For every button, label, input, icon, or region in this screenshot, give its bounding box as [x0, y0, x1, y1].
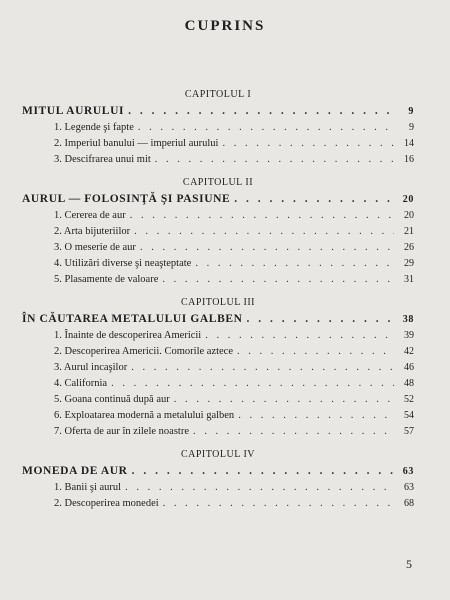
toc-entry-page: 16: [404, 154, 414, 165]
toc-entry: [22, 328, 414, 344]
toc-entry-page: 46: [404, 362, 414, 373]
toc-entry-text: 2. Imperiul banului — imperiul aurului: [54, 138, 219, 149]
toc-entry: [22, 344, 414, 360]
toc-entry: [22, 392, 414, 408]
dot-leader: [140, 240, 394, 256]
chapter-heading-page: 9: [408, 106, 414, 117]
toc-entry-page: 48: [404, 378, 414, 389]
toc-entry-text: 2. Descoperirea Americii. Comorile aztece: [54, 346, 234, 357]
page-number: 5: [406, 557, 412, 571]
toc-entry-page: 31: [404, 274, 414, 285]
toc-entry: [22, 496, 414, 512]
toc-entry-text: 1. Legende şi fapte: [54, 122, 134, 133]
toc-entry-text: 4. California: [54, 378, 108, 389]
toc-entry-text: 5. Plasamente de valoare: [54, 274, 159, 285]
toc-entry-page: 20: [404, 210, 414, 221]
chapter-heading-page: 20: [402, 194, 414, 205]
chapter-heading: [22, 190, 414, 208]
toc-entry-text: 3. Descifrarea unui mit: [54, 154, 151, 165]
toc-entry-text: 1. Banii şi aurul: [54, 482, 122, 493]
dot-leader: [128, 102, 394, 120]
chapter-label: CAPITOLUL III: [181, 297, 255, 308]
toc-entry-text: 2. Arta bijuteriilor: [54, 226, 131, 237]
chapter-3: [22, 296, 414, 440]
toc-entry-text: 3. O meserie de aur: [54, 242, 136, 253]
toc-entry: [22, 240, 414, 256]
toc-entry: [22, 136, 414, 152]
dot-leader: [193, 424, 394, 440]
dot-leader: [247, 310, 394, 328]
chapter-heading-text: MITUL AURULUI: [22, 105, 125, 117]
dot-leader: [222, 136, 394, 152]
chapter-label: CAPITOLUL IV: [180, 449, 256, 460]
page-title: CUPRINS: [184, 18, 266, 34]
dot-leader: [234, 190, 394, 208]
toc-entry-page: 52: [404, 394, 414, 405]
chapter-heading-text: MONEDA DE AUR: [22, 465, 128, 477]
toc-entry-text: 3. Aurul incaşilor: [54, 362, 128, 373]
toc-entry: [22, 360, 414, 376]
chapter-heading-page: 38: [402, 314, 414, 325]
dot-leader: [195, 256, 394, 272]
chapter-label: CAPITOLUL II: [182, 177, 254, 188]
toc-entry: [22, 256, 414, 272]
dot-leader: [237, 344, 394, 360]
toc-entry-page: 26: [404, 242, 414, 253]
toc-entry-page: 14: [404, 138, 414, 149]
toc-entry-text: 5. Goana continuă după aur: [54, 394, 170, 405]
toc-entry-page: 57: [404, 426, 414, 437]
chapter-4: [22, 448, 414, 512]
dot-leader: [174, 392, 394, 408]
dot-leader: [162, 272, 394, 288]
toc-entry-page: 42: [404, 346, 414, 357]
chapter-heading-page: 63: [402, 466, 414, 477]
toc-entry: [22, 152, 414, 168]
toc-entry: [22, 208, 414, 224]
dot-leader: [205, 328, 394, 344]
toc-entry: [22, 408, 414, 424]
toc-entry-text: 1. Înainte de descoperirea Americii: [54, 330, 202, 341]
chapter-heading: [22, 462, 414, 480]
chapter-2: [22, 176, 414, 288]
toc-entry: [22, 272, 414, 288]
toc-entry-text: 4. Utilizări diverse şi neaşteptate: [54, 258, 192, 269]
toc-entry: [22, 224, 414, 240]
toc-entry-text: 7. Oferta de aur în zilele noastre: [54, 426, 189, 437]
dot-leader: [130, 208, 394, 224]
chapter-heading: [22, 310, 414, 328]
toc-entry: [22, 376, 414, 392]
toc-entry-page: 68: [404, 498, 414, 509]
dot-leader: [138, 120, 394, 136]
dot-leader: [111, 376, 394, 392]
chapter-heading-text: AURUL — FOLOSINŢĂ ŞI PASIUNE: [22, 193, 231, 205]
dot-leader: [163, 496, 394, 512]
chapter-heading: [22, 102, 414, 120]
toc-entry-page: 29: [404, 258, 414, 269]
toc-entry-page: 63: [404, 482, 414, 493]
toc-entry-page: 21: [404, 226, 414, 237]
dot-leader: [125, 480, 394, 496]
toc-entry: [22, 120, 414, 136]
dot-leader: [155, 152, 394, 168]
table-of-contents: [22, 88, 414, 512]
toc-entry-text: 6. Exploatarea modernă a metalului galben: [54, 410, 235, 421]
chapter-heading-text: ÎN CĂUTAREA METALULUI GALBEN: [22, 313, 243, 325]
dot-leader: [131, 360, 394, 376]
toc-entry-page: 54: [404, 410, 414, 421]
chapter-label: CAPITOLUL I: [184, 89, 252, 100]
chapter-1: [22, 88, 414, 168]
toc-entry-page: 9: [409, 122, 414, 133]
toc-entry: [22, 424, 414, 440]
toc-entry-text: 2. Descoperirea monedei: [54, 498, 159, 509]
toc-entry-page: 39: [404, 330, 414, 341]
toc-entry-text: 1. Cererea de aur: [54, 210, 126, 221]
toc-entry: [22, 480, 414, 496]
dot-leader: [134, 224, 394, 240]
dot-leader: [132, 462, 394, 480]
dot-leader: [238, 408, 394, 424]
